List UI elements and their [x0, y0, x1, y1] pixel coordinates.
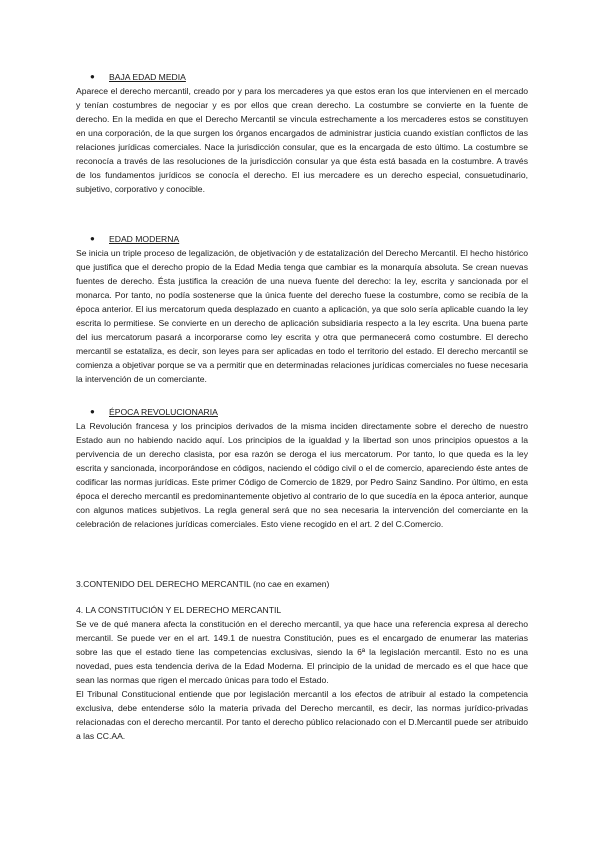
bullet-icon: ● [90, 72, 95, 81]
section-title: EDAD MODERNA [109, 234, 180, 244]
section-heading [76, 405, 528, 419]
section-baja-edad-media [76, 70, 528, 196]
bullet-icon: ● [90, 407, 95, 416]
section-contenido [76, 577, 528, 591]
section-constitucion [76, 603, 528, 743]
section-epoca-revolucionaria [76, 405, 528, 531]
section-title: BAJA EDAD MEDIA [109, 72, 186, 82]
section-heading [76, 70, 528, 84]
section-edad-moderna [76, 232, 528, 386]
bullet-icon: ● [90, 234, 95, 243]
section-paragraph: Se inicia un triple proceso de legalización, de objetivación y de estatalización del Derecho Mercantil. El hecho histórico que justifica que el derecho propio de la Edad Media tenga que cambiar es la monarquía absoluta. Se crean nuevas fuentes de derecho. Ésta justifica la creación de una nueva fuente del derecho: la ley, escrita y sancionada por el monarca. Por tanto, no podía sostenerse que la única fuente del derecho fuese la costumbre, como se recibía de la época anterior. El ius mercatorum queda desplazado en cuanto a aplicación, ya que solo sería aplicable cuando la ley escrita lo permitiese. Se convierte en un derecho de aplicación subsidiaria respecto a la ley escrita. Una buena parte del ius mercatorum pasará a incorporarse como ley escrita y otra que permanecerá como costumbre. El derecho mercantil se estataliza, es decir, son leyes para ser aplicadas en todo el territorio del estado. El derecho mercantil se comienza a objetivar porque se va a permitir que en determinadas relaciones jurídicas comerciales no fuese necesaria la intervención de un comerciante. [76, 248, 528, 384]
section-heading [76, 232, 528, 246]
section-paragraph: Se ve de qué manera afecta la constitución en el derecho mercantil, ya que hace una referencia expresa al derecho mercantil. Se puede ver en el art. 149.1 de nuestra Constitución, pues es el encargado de enumerar las materias sobre las que el estado tiene las competencias exclusivas, siendo la 6ª la legislación mercantil. Esto no es una novedad, pues esta tendencia deriva de la Edad Moderna. El principio de la unidad de mercado es el que hace que sean las normas que rigen el mercado únicas para todo el Estado. [76, 619, 528, 685]
section-paragraph: El Tribunal Constitucional entiende que por legislación mercantil a los efectos de atribuir al estado la competencia exclusiva, debe entenderse sólo la materia privada del Derecho mercantil, es decir, las normas jurídico-privadas relacionadas con el derecho mercantil. Por tanto el derecho público relacionado con el D.Mercantil puede ser atribuido a las CC.AA. [76, 689, 528, 741]
section-paragraph: Aparece el derecho mercantil, creado por y para los mercaderes ya que estos eran los que intervienen en el mercado y tenían costumbres de negociar y es por ellos que crean derecho. La costumbre se convierte en la fuente de derecho. En la medida en que el Derecho Mercantil se vincula estrechamente a los mercaderes estos se constituyen en una corporación, de la que surgen los órganos encargados de administrar justicia cuando existían conflictos de las relaciones jurídicas comerciales. Nace la jurisdicción consular, que es la encargada de esto último. La costumbre se reconocía a través de las resoluciones de la jurisdicción consular ya que ésta está basada en la costumbre. A través de los fundamentos jurídicos se conocía el derecho. El ius mercadere es un derecho especial, consuetudinario, subjetivo, corporativo y conocible. [76, 86, 528, 194]
section-paragraph: La Revolución francesa y los principios derivados de la misma inciden directamente sobre el derecho de nuestro Estado aun no habiendo nacido aquí. Los principios de la igualdad y la libertad son unos principios opuestos a la pervivencia de un derecho clasista, por esa razón se deroga el ius mercatorum. Por tanto, lo que queda es la ley escrita y sancionada, incorporándose en códigos, naciendo el código civil o el de comercio, apareciendo éste antes de codificar las normas jurídicas. Este primer Código de Comercio de 1829, por Pedro Sainz Sandino. Por último, en esta época el derecho mercantil es predominantemente objetivo al contrario de lo que sucedía en la época anterior, aunque con algunos matices subjetivos. La regla general será que no sea necesaria la intervención del comerciante en la celebración de relaciones jurídicas comerciales. Esto viene recogido en el art. 2 del C.Comercio. [76, 421, 528, 529]
section-title: 3.CONTENIDO DEL DERECHO MERCANTIL (no cae en examen) [76, 579, 330, 589]
section-title: 4. LA CONSTITUCIÓN Y EL DERECHO MERCANTIL [76, 605, 282, 615]
section-title: ÉPOCA REVOLUCIONARIA [109, 407, 218, 417]
